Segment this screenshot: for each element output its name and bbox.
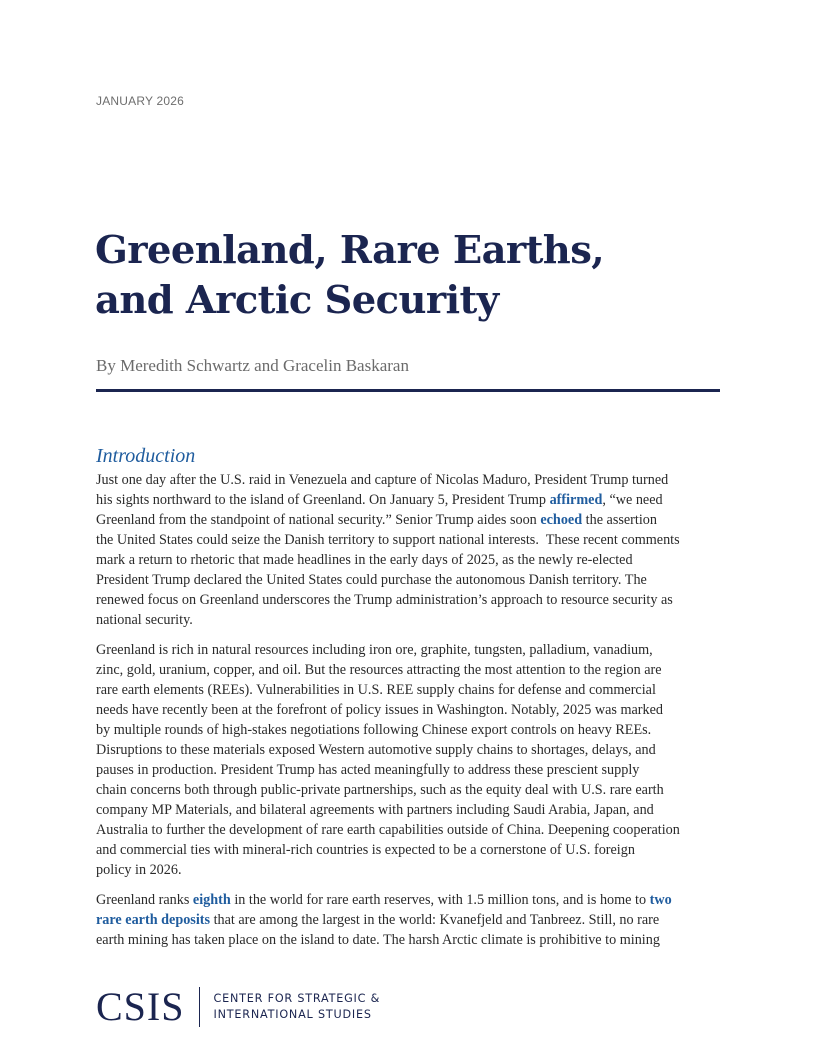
text-line: earth mining has taken place on the island to date. The harsh Arctic climate is prohibitive to mining [96,932,660,948]
text-line: and commercial ties with mineral-rich countries is expected to be a cornerstone of U.S. foreign [96,842,635,858]
text-line: company MP Materials, and bilateral agreements with partners including Saudi Arabia, Japan, and [96,802,654,818]
text-run: the assertion [582,512,657,528]
article-body [96,470,720,960]
text-line: national security. [96,612,193,628]
text-line: the United States could seize the Danish territory to support national interests. These recent comments [96,532,680,548]
link-two-rare-earth-deposits[interactable]: two [649,892,672,908]
text-line: renewed focus on Greenland underscores the Trump administration’s approach to resource security as [96,592,673,608]
text-run: that are among the largest in the world: Kvanefjeld and Tanbreez. Still, no rare [210,912,660,928]
title-divider [96,389,720,392]
text-line [96,910,720,930]
csis-logo [96,985,380,1029]
paragraph-1 [96,470,720,630]
text-line: chain concerns both through public-private partnerships, such as the equity deal with U.S. rare earth [96,782,664,798]
organization-name-line-1: CENTER FOR STRATEGIC & [213,992,381,1005]
text-line: mark a return to rhetoric that made headlines in the early days of 2025, as the newly re-elected [96,552,633,568]
text-line: by multiple rounds of high-stakes negotiations following Chinese export controls on heavy REEs. [96,722,652,738]
text-line: Disruptions to these materials exposed Western automotive supply chains to shortages, delays, and [96,742,656,758]
text-run: his sights northward to the island of Greenland. On January 5, President Trump [96,492,550,508]
page-title [95,226,735,326]
text-line: Australia to further the development of rare earth capabilities outside of China. Deepening cooperation [96,822,680,838]
title-line-2: and Arctic Security [95,278,499,323]
text-line: needs have recently been at the forefront of policy issues in Washington. Notably, 2025 was marked [96,702,663,718]
text-run: Greenland ranks [96,892,193,908]
byline: By Meredith Schwartz and Gracelin Baskaran [96,356,409,375]
section-heading-introduction: Introduction [96,445,196,467]
text-run: , “we need [602,492,663,508]
link-affirmed[interactable]: affirmed [549,492,603,508]
link-eighth[interactable]: eighth [192,892,231,908]
organization-name-line-2: INTERNATIONAL STUDIES [213,1008,372,1021]
csis-wordmark: CSIS [96,984,185,1029]
text-line: zinc, gold, uranium, copper, and oil. But the resources attracting the most attention to the region are [96,662,662,678]
text-run: Greenland from the standpoint of national security.” Senior Trump aides soon [96,512,541,528]
text-line: Just one day after the U.S. raid in Venezuela and capture of Nicolas Maduro, President Trump turned [96,472,669,488]
link-echoed[interactable]: echoed [540,512,583,528]
text-line: rare earth elements (REEs). Vulnerabilities in U.S. REE supply chains for defense and commercial [96,682,656,698]
text-line [96,510,720,530]
text-line [96,890,720,910]
logo-divider [199,987,200,1027]
text-line: policy in 2026. [96,862,182,878]
text-line: Greenland is rich in natural resources including iron ore, graphite, tungsten, palladium, vanadium, [96,642,653,658]
text-line: President Trump declared the United States could purchase the autonomous Danish territory. The [96,572,647,588]
text-line: pauses in production. President Trump has acted meaningfully to address these prescient supply [96,762,640,778]
paragraph-2 [96,640,720,880]
organization-name [214,991,381,1023]
title-line-1: Greenland, Rare Earths, [95,228,605,273]
publication-date: JANUARY 2026 [96,94,185,108]
text-line [96,490,720,510]
link-two-rare-earth-deposits-cont[interactable]: rare earth deposits [96,912,211,928]
text-run: in the world for rare earth reserves, with 1.5 million tons, and is home to [230,892,650,908]
paragraph-3 [96,890,720,950]
